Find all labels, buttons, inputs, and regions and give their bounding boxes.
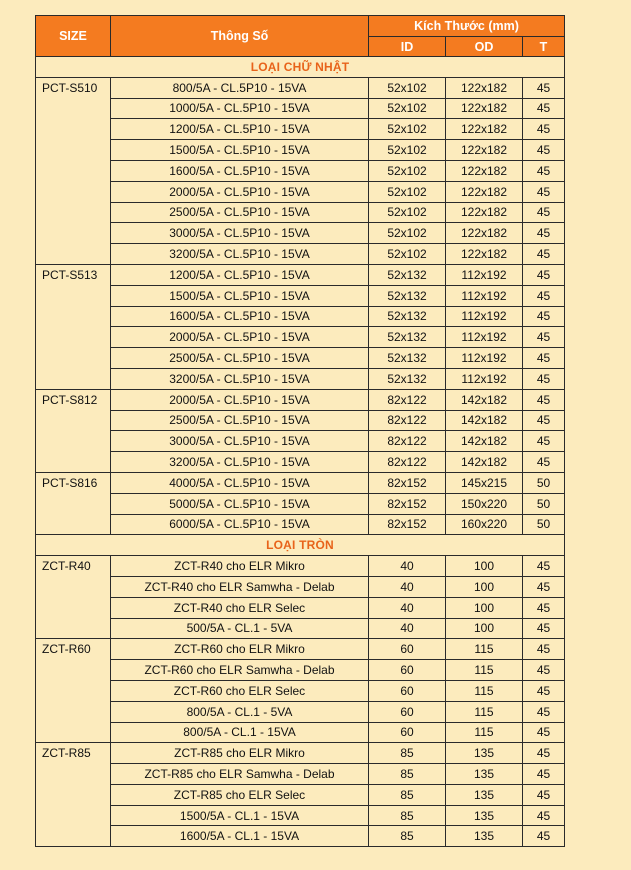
spec-cell: 1200/5A - CL.5P10 - 15VA [111, 264, 369, 285]
od-cell: 142x182 [446, 410, 523, 431]
id-cell: 52x102 [369, 140, 446, 161]
spec-table [35, 15, 565, 847]
od-cell: 142x182 [446, 431, 523, 452]
spec-cell: ZCT-R40 cho ELR Mikro [111, 556, 369, 577]
table-row [36, 660, 565, 681]
t-cell: 45 [523, 98, 565, 119]
table-row [36, 119, 565, 140]
t-cell: 45 [523, 805, 565, 826]
t-cell: 45 [523, 431, 565, 452]
t-cell: 45 [523, 410, 565, 431]
od-cell: 100 [446, 597, 523, 618]
id-cell: 82x122 [369, 431, 446, 452]
id-cell: 60 [369, 680, 446, 701]
size-cell [36, 618, 111, 639]
id-cell: 52x102 [369, 202, 446, 223]
dimensions-header: Kích Thước (mm) [369, 16, 565, 37]
id-cell: 40 [369, 597, 446, 618]
id-cell: 82x122 [369, 410, 446, 431]
table-row [36, 223, 565, 244]
od-cell: 122x182 [446, 119, 523, 140]
spec-cell: 4000/5A - CL.5P10 - 15VA [111, 472, 369, 493]
size-cell [36, 244, 111, 265]
t-cell: 50 [523, 472, 565, 493]
table-body [36, 57, 565, 847]
od-cell: 135 [446, 784, 523, 805]
od-cell: 122x182 [446, 77, 523, 98]
size-cell [36, 306, 111, 327]
id-cell: 52x132 [369, 327, 446, 348]
spec-cell: 800/5A - CL.1 - 15VA [111, 722, 369, 743]
id-cell: 52x102 [369, 244, 446, 265]
id-cell: 85 [369, 743, 446, 764]
size-cell [36, 660, 111, 681]
table-row [36, 805, 565, 826]
id-cell: 85 [369, 826, 446, 847]
id-cell: 85 [369, 784, 446, 805]
table-row [36, 743, 565, 764]
size-cell [36, 285, 111, 306]
size-cell [36, 348, 111, 369]
od-cell: 122x182 [446, 140, 523, 161]
id-cell: 52x132 [369, 306, 446, 327]
id-cell: 82x122 [369, 389, 446, 410]
table-row [36, 514, 565, 535]
id-cell: 52x132 [369, 348, 446, 369]
table-row [36, 493, 565, 514]
id-cell: 52x102 [369, 181, 446, 202]
size-cell [36, 576, 111, 597]
size-cell: ZCT-R40 [36, 556, 111, 577]
od-cell: 115 [446, 660, 523, 681]
table-row [36, 202, 565, 223]
od-cell: 122x182 [446, 244, 523, 265]
table-row [36, 784, 565, 805]
table-row [36, 389, 565, 410]
id-cell: 40 [369, 618, 446, 639]
id-cell: 60 [369, 701, 446, 722]
od-cell: 142x182 [446, 452, 523, 473]
size-cell: PCT-S513 [36, 264, 111, 285]
od-cell: 112x192 [446, 368, 523, 389]
id-header: ID [369, 37, 446, 57]
t-cell: 45 [523, 597, 565, 618]
id-cell: 52x102 [369, 160, 446, 181]
table-row [36, 98, 565, 119]
size-cell [36, 202, 111, 223]
od-cell: 115 [446, 722, 523, 743]
spec-cell: 1600/5A - CL.5P10 - 15VA [111, 160, 369, 181]
t-cell: 45 [523, 764, 565, 785]
size-cell: ZCT-R60 [36, 639, 111, 660]
t-cell: 45 [523, 660, 565, 681]
size-cell [36, 431, 111, 452]
od-header: OD [446, 37, 523, 57]
size-cell: PCT-S812 [36, 389, 111, 410]
size-cell [36, 119, 111, 140]
od-cell: 122x182 [446, 160, 523, 181]
size-cell [36, 493, 111, 514]
t-cell: 45 [523, 160, 565, 181]
od-cell: 160x220 [446, 514, 523, 535]
od-cell: 150x220 [446, 493, 523, 514]
t-cell: 45 [523, 368, 565, 389]
spec-cell: 1500/5A - CL.5P10 - 15VA [111, 140, 369, 161]
table-row [36, 140, 565, 161]
table-row [36, 368, 565, 389]
table-row [36, 618, 565, 639]
od-cell: 135 [446, 805, 523, 826]
t-header: T [523, 37, 565, 57]
size-cell [36, 784, 111, 805]
spec-cell: ZCT-R60 cho ELR Mikro [111, 639, 369, 660]
od-cell: 122x182 [446, 202, 523, 223]
t-cell: 45 [523, 306, 565, 327]
spec-cell: 500/5A - CL.1 - 5VA [111, 618, 369, 639]
spec-cell: 1500/5A - CL.5P10 - 15VA [111, 285, 369, 306]
id-cell: 82x152 [369, 514, 446, 535]
spec-cell: 3200/5A - CL.5P10 - 15VA [111, 452, 369, 473]
od-cell: 115 [446, 639, 523, 660]
spec-cell: 1200/5A - CL.5P10 - 15VA [111, 119, 369, 140]
table-row [36, 431, 565, 452]
section-title: LOẠI TRÒN [36, 535, 565, 556]
size-cell [36, 160, 111, 181]
table-row [36, 181, 565, 202]
table-row [36, 306, 565, 327]
t-cell: 45 [523, 743, 565, 764]
id-cell: 60 [369, 660, 446, 681]
spec-cell: ZCT-R60 cho ELR Selec [111, 680, 369, 701]
t-cell: 45 [523, 722, 565, 743]
id-cell: 82x122 [369, 452, 446, 473]
size-cell [36, 680, 111, 701]
size-cell: PCT-S510 [36, 77, 111, 98]
id-cell: 85 [369, 805, 446, 826]
spec-cell: ZCT-R40 cho ELR Selec [111, 597, 369, 618]
size-cell [36, 181, 111, 202]
section-row [36, 535, 565, 556]
table-row [36, 701, 565, 722]
spec-cell: 2500/5A - CL.5P10 - 15VA [111, 348, 369, 369]
section-row [36, 57, 565, 78]
size-cell [36, 764, 111, 785]
t-cell: 50 [523, 514, 565, 535]
spec-header: Thông Số [111, 16, 369, 57]
spec-cell: ZCT-R40 cho ELR Samwha - Delab [111, 576, 369, 597]
table-row [36, 680, 565, 701]
od-cell: 135 [446, 826, 523, 847]
table-row [36, 597, 565, 618]
od-cell: 100 [446, 556, 523, 577]
od-cell: 112x192 [446, 348, 523, 369]
table-row [36, 410, 565, 431]
id-cell: 52x132 [369, 285, 446, 306]
id-cell: 52x102 [369, 119, 446, 140]
t-cell: 45 [523, 140, 565, 161]
spec-cell: 5000/5A - CL.5P10 - 15VA [111, 493, 369, 514]
size-cell: PCT-S816 [36, 472, 111, 493]
od-cell: 100 [446, 618, 523, 639]
size-cell [36, 514, 111, 535]
spec-cell: 2000/5A - CL.5P10 - 15VA [111, 389, 369, 410]
table-row [36, 764, 565, 785]
id-cell: 40 [369, 576, 446, 597]
t-cell: 45 [523, 181, 565, 202]
spec-cell: 2500/5A - CL.5P10 - 15VA [111, 410, 369, 431]
spec-cell: 1600/5A - CL.5P10 - 15VA [111, 306, 369, 327]
spec-cell: 1500/5A - CL.1 - 15VA [111, 805, 369, 826]
id-cell: 85 [369, 764, 446, 785]
id-cell: 52x102 [369, 77, 446, 98]
od-cell: 122x182 [446, 181, 523, 202]
t-cell: 45 [523, 327, 565, 348]
od-cell: 100 [446, 576, 523, 597]
table-row [36, 722, 565, 743]
od-cell: 115 [446, 680, 523, 701]
table-row [36, 160, 565, 181]
size-cell: ZCT-R85 [36, 743, 111, 764]
od-cell: 135 [446, 764, 523, 785]
size-cell [36, 140, 111, 161]
id-cell: 52x102 [369, 98, 446, 119]
id-cell: 60 [369, 639, 446, 660]
size-cell [36, 597, 111, 618]
table-row [36, 244, 565, 265]
id-cell: 82x152 [369, 493, 446, 514]
spec-cell: 2500/5A - CL.5P10 - 15VA [111, 202, 369, 223]
table-row [36, 285, 565, 306]
table-row [36, 264, 565, 285]
t-cell: 45 [523, 223, 565, 244]
spec-cell: 3200/5A - CL.5P10 - 15VA [111, 244, 369, 265]
spec-cell: ZCT-R85 cho ELR Mikro [111, 743, 369, 764]
spec-cell: 2000/5A - CL.5P10 - 15VA [111, 181, 369, 202]
t-cell: 45 [523, 701, 565, 722]
od-cell: 112x192 [446, 264, 523, 285]
spec-cell: ZCT-R85 cho ELR Selec [111, 784, 369, 805]
id-cell: 52x102 [369, 223, 446, 244]
spec-cell: 1600/5A - CL.1 - 15VA [111, 826, 369, 847]
id-cell: 82x152 [369, 472, 446, 493]
size-header: SIZE [36, 16, 111, 57]
size-cell [36, 452, 111, 473]
t-cell: 45 [523, 285, 565, 306]
spec-cell: 3000/5A - CL.5P10 - 15VA [111, 431, 369, 452]
spec-cell: ZCT-R85 cho ELR Samwha - Delab [111, 764, 369, 785]
table-row [36, 576, 565, 597]
spec-cell: ZCT-R60 cho ELR Samwha - Delab [111, 660, 369, 681]
t-cell: 45 [523, 618, 565, 639]
od-cell: 112x192 [446, 327, 523, 348]
table-row [36, 77, 565, 98]
table-row [36, 327, 565, 348]
table-row [36, 348, 565, 369]
t-cell: 45 [523, 826, 565, 847]
table-row [36, 556, 565, 577]
od-cell: 145x215 [446, 472, 523, 493]
t-cell: 45 [523, 389, 565, 410]
id-cell: 52x132 [369, 264, 446, 285]
od-cell: 115 [446, 701, 523, 722]
size-cell [36, 701, 111, 722]
od-cell: 112x192 [446, 285, 523, 306]
t-cell: 45 [523, 452, 565, 473]
t-cell: 50 [523, 493, 565, 514]
spec-cell: 3200/5A - CL.5P10 - 15VA [111, 368, 369, 389]
od-cell: 142x182 [446, 389, 523, 410]
size-cell [36, 805, 111, 826]
spec-cell: 800/5A - CL.1 - 5VA [111, 701, 369, 722]
t-cell: 45 [523, 556, 565, 577]
spec-cell: 6000/5A - CL.5P10 - 15VA [111, 514, 369, 535]
od-cell: 122x182 [446, 223, 523, 244]
od-cell: 135 [446, 743, 523, 764]
id-cell: 60 [369, 722, 446, 743]
od-cell: 112x192 [446, 306, 523, 327]
spec-cell: 2000/5A - CL.5P10 - 15VA [111, 327, 369, 348]
t-cell: 45 [523, 119, 565, 140]
size-cell [36, 368, 111, 389]
t-cell: 45 [523, 244, 565, 265]
size-cell [36, 327, 111, 348]
t-cell: 45 [523, 639, 565, 660]
spec-cell: 3000/5A - CL.5P10 - 15VA [111, 223, 369, 244]
size-cell [36, 722, 111, 743]
t-cell: 45 [523, 348, 565, 369]
id-cell: 40 [369, 556, 446, 577]
t-cell: 45 [523, 576, 565, 597]
t-cell: 45 [523, 680, 565, 701]
size-cell [36, 98, 111, 119]
spec-cell: 1000/5A - CL.5P10 - 15VA [111, 98, 369, 119]
id-cell: 52x132 [369, 368, 446, 389]
t-cell: 45 [523, 264, 565, 285]
table-row [36, 639, 565, 660]
spec-cell: 800/5A - CL.5P10 - 15VA [111, 77, 369, 98]
size-cell [36, 410, 111, 431]
table-row [36, 452, 565, 473]
table-row [36, 472, 565, 493]
size-cell [36, 826, 111, 847]
t-cell: 45 [523, 202, 565, 223]
size-cell [36, 223, 111, 244]
t-cell: 45 [523, 77, 565, 98]
t-cell: 45 [523, 784, 565, 805]
od-cell: 122x182 [446, 98, 523, 119]
section-title: LOẠI CHỮ NHẬT [36, 57, 565, 78]
table-row [36, 826, 565, 847]
